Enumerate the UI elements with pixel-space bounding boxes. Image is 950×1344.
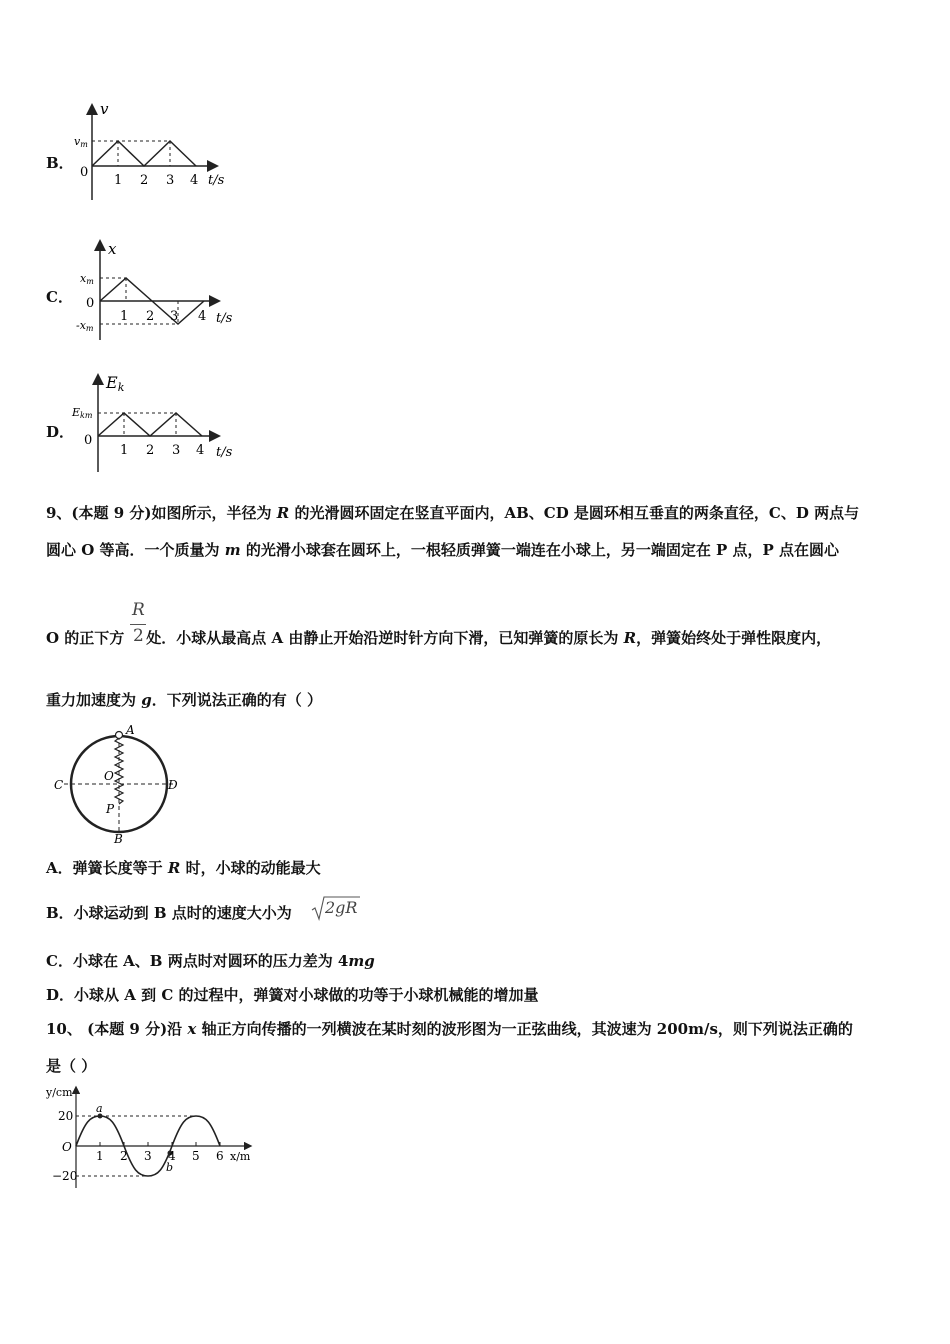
ytick-label: vm xyxy=(74,135,88,149)
x-axis-label: x/m xyxy=(230,1150,251,1163)
q9-stem-line-3: O 的正下方 处．小球从最高点 A 由静止开始沿逆时针方向下滑，已知弹簧的原长为 R，弹簧始终处于弹性限度内， xyxy=(46,629,832,647)
q9-option-b: B．小球运动到 B 点时的速度大小为 xyxy=(46,904,292,922)
option-c-xt-graph xyxy=(70,236,245,344)
xtick-2: 2 xyxy=(146,443,155,458)
xtick-1: 1 xyxy=(120,309,129,324)
label-d: D xyxy=(168,778,178,792)
y-axis-label: x xyxy=(108,240,117,258)
origin-label: O xyxy=(62,1140,72,1154)
q9-stem-line-4: 重力加速度为 g．下列说法正确的有（ ） xyxy=(46,691,322,709)
ytick-20: 20 xyxy=(58,1109,74,1123)
origin-label: 0 xyxy=(86,296,95,311)
xtick-2: 2 xyxy=(146,309,155,324)
xtick-1: 1 xyxy=(120,443,129,458)
ytick-label: Ekm xyxy=(72,406,93,420)
xtick-1: 1 xyxy=(114,173,123,188)
label-a: A xyxy=(126,723,135,737)
q9-stem-line-1: 9、(本题 9 分)如图所示，半径为 R 的光滑圆环固定在竖直平面内，AB、CD 是圆环相互垂直的两条直径，C、D 两点与 xyxy=(46,504,860,522)
option-d-label: D． xyxy=(46,423,75,441)
q9-option-a: A．弹簧长度等于 R 时，小球的动能最大 xyxy=(46,859,321,877)
xtick-2: 2 xyxy=(140,173,149,188)
label-o: O xyxy=(104,769,114,783)
x-axis-label: t/s xyxy=(208,173,225,188)
xtick-4: 4 xyxy=(190,173,199,188)
x-axis-label: t/s xyxy=(216,311,233,326)
label-p: P xyxy=(106,802,115,816)
x-axis-label: t/s xyxy=(216,445,233,460)
xtick-1: 1 xyxy=(96,1149,104,1163)
sqrt-radicand: 2gR xyxy=(325,898,358,917)
option-b-vt-graph xyxy=(70,100,240,208)
ytick-label: xm xyxy=(80,272,94,286)
option-d-ekt-graph xyxy=(70,370,245,476)
ytick-neg20: −20 xyxy=(52,1169,78,1183)
option-c-label: C． xyxy=(46,288,73,306)
label-c: C xyxy=(54,778,64,792)
xtick-5: 5 xyxy=(192,1149,200,1163)
label-b: b xyxy=(166,1161,174,1174)
y-axis-label: v xyxy=(100,100,109,118)
q9-option-d: D．小球从 A 到 C 的过程中，弹簧对小球做的功等于小球机械能的增加量 xyxy=(46,986,539,1004)
fraction-bar xyxy=(130,624,146,625)
q10-wave-graph xyxy=(40,1080,260,1192)
xtick-3: 3 xyxy=(172,443,181,458)
label-a: a xyxy=(96,1102,103,1115)
ball xyxy=(116,732,123,739)
xtick-4: 4 xyxy=(198,309,207,324)
xtick-6: 6 xyxy=(216,1149,224,1163)
q10-stem-line-2: 是（ ） xyxy=(46,1057,97,1075)
fraction-denominator: 2 xyxy=(133,626,144,646)
origin-label: 0 xyxy=(80,165,89,180)
fraction-numerator: R xyxy=(132,600,145,620)
xtick-3: 3 xyxy=(170,309,179,324)
label-b: B xyxy=(114,832,123,844)
xtick-4: 4 xyxy=(196,443,205,458)
xtick-4: 4 xyxy=(168,1149,176,1163)
velocity-curve xyxy=(92,141,196,166)
kinetic-energy-curve xyxy=(98,413,202,436)
q10-stem-line-1: 10、 (本题 9 分)沿 x 轴正方向传播的一列横波在某时刻的波形图为一正弦曲线，其波速为 200m/s，则下列说法正确的 xyxy=(46,1020,853,1038)
xtick-3: 3 xyxy=(166,173,175,188)
q9-stem-line-2: 圆心 O 等高．一个质量为 m 的光滑小球套在圆环上，一根轻质弹簧一端连在小球上，另一端固定在 P 点，P 点在圆心 xyxy=(46,541,840,559)
xtick-2: 2 xyxy=(120,1149,128,1163)
q9-option-c: C．小球在 A、B 两点时对圆环的压力差为 4mg xyxy=(46,952,375,970)
xtick-3: 3 xyxy=(144,1149,152,1163)
y-axis-label: y/cm xyxy=(46,1086,73,1099)
q9-circle-figure xyxy=(52,722,187,844)
option-b-label: B． xyxy=(46,154,74,172)
y-axis-label: Ek xyxy=(106,373,125,394)
ytick-neg-label: -xm xyxy=(76,319,94,333)
origin-label: 0 xyxy=(84,433,93,448)
